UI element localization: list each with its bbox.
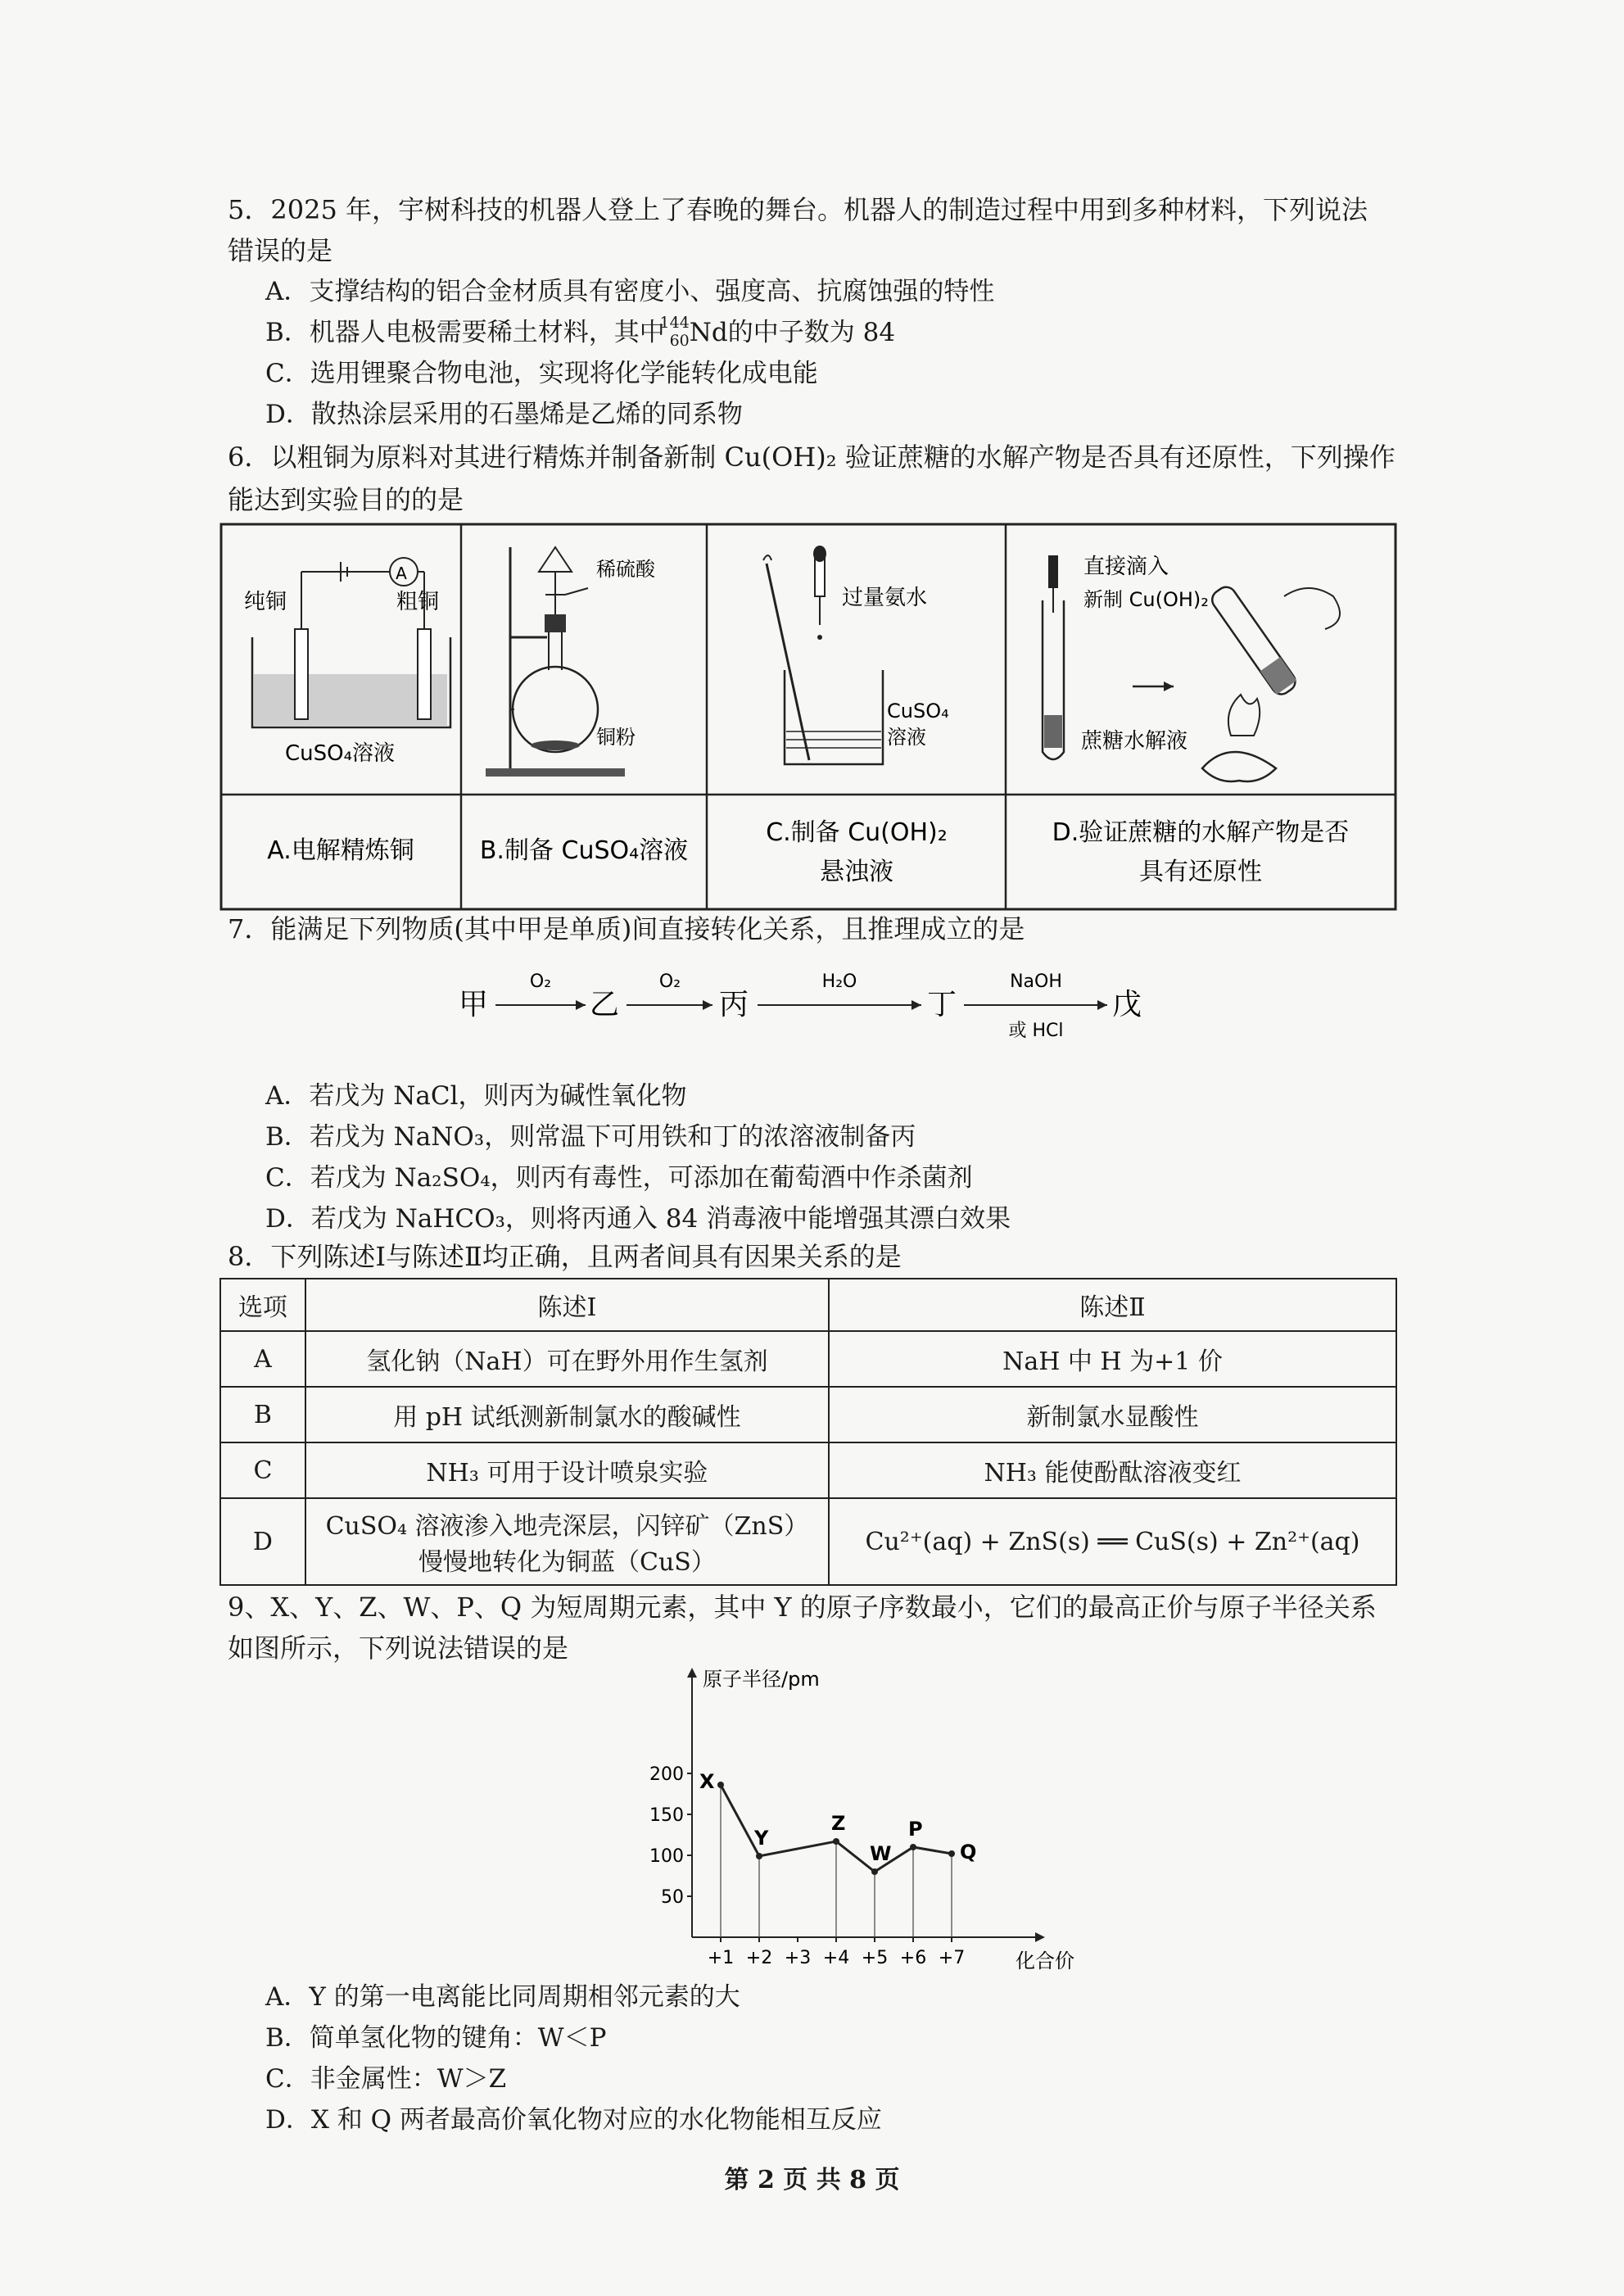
data-point-x — [717, 1782, 724, 1788]
q9-option-c: C．非金属性：W＞Z — [265, 2064, 507, 2094]
y-tick-label: 100 — [649, 1846, 684, 1867]
q5-option-b-suffix: 的中子数为 84 — [727, 318, 896, 347]
q7-stem: 7．能满足下列物质(其中甲是单质)间直接转化关系，且推理成立的是 — [228, 913, 1025, 944]
header-option: 选项 — [220, 1279, 305, 1331]
y-tick-label: 200 — [649, 1764, 684, 1785]
row-statement-1-line2: 慢慢地转化为铜蓝（CuS） — [418, 1548, 716, 1577]
q6-stem-line1: 6．以粗铜为原料对其进行精炼并制备新制 Cu(OH)₂ 验证蔗糖的水解产物是否具有还原性，下列操作 — [228, 442, 1396, 473]
point-label-z: Z — [831, 1812, 846, 1835]
electrolysis-apparatus — [252, 558, 450, 727]
point-label-y: Y — [754, 1827, 769, 1850]
chain-arrow-4: NaOH — [1010, 971, 1062, 992]
q5-option-b — [265, 315, 895, 351]
q5-stem-line2: 错误的是 — [228, 235, 333, 266]
table-row — [220, 1442, 1396, 1498]
chain-arrow-2: O₂ — [658, 971, 681, 992]
q8-stem: 8．下列陈述Ⅰ与陈述Ⅱ均正确，且两者间具有因果关系的是 — [228, 1241, 902, 1272]
chain-arrow-1: O₂ — [529, 971, 552, 992]
row-statement-1-line1: CuSO₄ 溶液渗入地壳深层，闪锌矿（ZnS） — [325, 1512, 809, 1541]
label-copper-powder: 铜粉 — [596, 726, 636, 749]
caption-d-line2: 具有还原性 — [1139, 858, 1262, 886]
q6-stem-line2: 能达到实验目的的是 — [228, 484, 464, 515]
row-option: D — [220, 1498, 305, 1585]
row-statement-2: NaH 中 H 为+1 价 — [829, 1331, 1396, 1387]
row-option: C — [220, 1442, 305, 1498]
q7-option-c: C．若戊为 Na₂SO₄，则丙有毒性，可添加在葡萄酒中作杀菌剂 — [265, 1163, 973, 1193]
table-row — [220, 1387, 1396, 1442]
chain-substance-5: 戊 — [1112, 988, 1142, 1021]
q9-option-b: B．简单氢化物的键角：W＜P — [265, 2023, 607, 2053]
q9-stem-line1: 9、X、Y、Z、W、P、Q 为短周期元素，其中 Y 的原子序数最小，它们的最高正价与原子半径关系 — [228, 1592, 1377, 1623]
page-footer: 第 2 页 共 8 页 — [724, 2166, 900, 2194]
q5-option-a: A．支撑结构的铝合金材质具有密度小、强度高、抗腐蚀强的特性 — [265, 277, 995, 306]
point-label-x: X — [699, 1770, 715, 1793]
table-row — [220, 1331, 1396, 1387]
q9-option-a: A．Y 的第一电离能比同周期相邻元素的大 — [265, 1982, 740, 2012]
point-label-q: Q — [960, 1841, 977, 1864]
chain-arrow-3: H₂O — [821, 971, 857, 992]
label-direct-add: 直接滴入 — [1083, 555, 1169, 579]
element-symbol: Nd — [689, 318, 728, 347]
data-point-z — [833, 1838, 839, 1845]
q5-option-d: D．散热涂层采用的石墨烯是乙烯的同系物 — [265, 400, 743, 429]
nuclide-notation — [659, 313, 690, 351]
q9-option-d: D．X 和 Q 两者最高价氧化物对应的水化物能相互反应 — [265, 2105, 882, 2135]
label-fresh-cuoh2: 新制 Cu(OH)₂ — [1083, 588, 1209, 611]
row-statement-1: 用 pH 试纸测新制氯水的酸碱性 — [305, 1387, 829, 1442]
y-tick-label: 50 — [661, 1887, 684, 1908]
x-tick-label: +1 — [707, 1948, 735, 1968]
point-label-p: P — [908, 1818, 923, 1841]
x-tick-label: +4 — [822, 1948, 850, 1968]
x-tick-label: +7 — [938, 1948, 966, 1968]
row-option: B — [220, 1387, 305, 1442]
label-crude-copper: 粗铜 — [396, 590, 440, 614]
atomic-number: 60 — [669, 331, 690, 350]
x-tick-label: +3 — [784, 1948, 812, 1968]
row-statement-1: 氢化钠（NaH）可在野外用作生氢剂 — [305, 1331, 829, 1387]
label-cuso4-solution: CuSO₄溶液 — [285, 741, 396, 766]
point-label-w: W — [870, 1842, 892, 1865]
q7-option-b: B．若戊为 NaNO₃，则常温下可用铁和丁的浓溶液制备丙 — [265, 1122, 916, 1152]
row-statement-1 — [305, 1498, 829, 1585]
row-statement-2: 新制氯水显酸性 — [829, 1387, 1396, 1442]
data-point-y — [756, 1853, 762, 1859]
x-axis-arrow-icon — [1035, 1932, 1045, 1942]
caption-c-line2: 悬浊液 — [820, 858, 893, 886]
q8-table — [219, 1278, 1397, 1586]
row-statement-2: Cu²⁺(aq) + ZnS(s) ══ CuS(s) + Zn²⁺(aq) — [829, 1498, 1396, 1585]
header-statement-1: 陈述Ⅰ — [305, 1279, 829, 1331]
x-tick-label: +6 — [899, 1948, 927, 1968]
chain-substance-3: 丙 — [719, 988, 749, 1021]
q7-option-a: A．若戊为 NaCl，则丙为碱性氧化物 — [265, 1081, 687, 1111]
y-tick-label: 150 — [649, 1805, 684, 1826]
chain-substance-4: 丁 — [927, 988, 957, 1021]
y-axis-label: 原子半径/pm — [703, 1668, 820, 1691]
row-statement-2: NH₃ 能使酚酞溶液变红 — [829, 1442, 1396, 1498]
caption-a: A.电解精炼铜 — [267, 836, 414, 865]
q5-option-b-prefix: B．机器人电极需要稀土材料，其中 — [265, 318, 665, 347]
q7-option-d: D．若戊为 NaHCO₃，则将丙通入 84 消毒液中能增强其漂白效果 — [265, 1204, 1011, 1234]
beaker-apparatus — [763, 546, 883, 764]
ammeter-label: A — [396, 564, 407, 583]
row-option: A — [220, 1331, 305, 1387]
data-point-p — [910, 1844, 916, 1850]
q6-experiment-figure — [219, 523, 1397, 911]
mass-number: 144 — [659, 313, 690, 332]
q5-option-c: C．选用锂聚合物电池，实现将化学能转化成电能 — [265, 359, 818, 388]
radius-valence-chart — [647, 1663, 1106, 1974]
label-solution: 溶液 — [887, 726, 926, 749]
y-axis-arrow-icon — [687, 1668, 697, 1678]
label-cuso4: CuSO₄ — [887, 700, 949, 722]
q7-conversion-chain — [459, 958, 1179, 1057]
caption-b: B.制备 CuSO₄溶液 — [479, 836, 689, 865]
label-pure-copper: 纯铜 — [244, 590, 287, 614]
chain-substance-2: 乙 — [590, 988, 620, 1021]
table-row — [220, 1498, 1396, 1585]
q9-stem-line2: 如图所示，下列说法错误的是 — [228, 1633, 569, 1664]
q5-stem-line1: 5．2025 年，宇树科技的机器人登上了春晚的舞台。机器人的制造过程中用到多种材料，下列说法 — [228, 194, 1368, 225]
x-axis-label: 化合价 — [1016, 1950, 1074, 1972]
chain-arrow-4-below: 或 HCl — [1008, 1021, 1064, 1041]
table-header-row — [220, 1279, 1396, 1331]
row-statement-1: NH₃ 可用于设计喷泉实验 — [305, 1442, 829, 1498]
caption-d-line1: D.验证蔗糖的水解产物是否 — [1052, 818, 1350, 847]
x-tick-label: +2 — [745, 1948, 773, 1968]
caption-c-line1: C.制备 Cu(OH)₂ — [766, 818, 948, 847]
data-point-q — [948, 1850, 955, 1857]
label-excess-ammonia: 过量氨水 — [842, 586, 928, 610]
label-sucrose-hydrolysate: 蔗糖水解液 — [1081, 729, 1188, 754]
header-statement-2: 陈述Ⅱ — [829, 1279, 1396, 1331]
x-tick-label: +5 — [861, 1948, 889, 1968]
chain-substance-1: 甲 — [459, 988, 489, 1021]
label-dilute-sulfuric-acid: 稀硫酸 — [596, 558, 655, 581]
data-point-w — [871, 1868, 878, 1875]
